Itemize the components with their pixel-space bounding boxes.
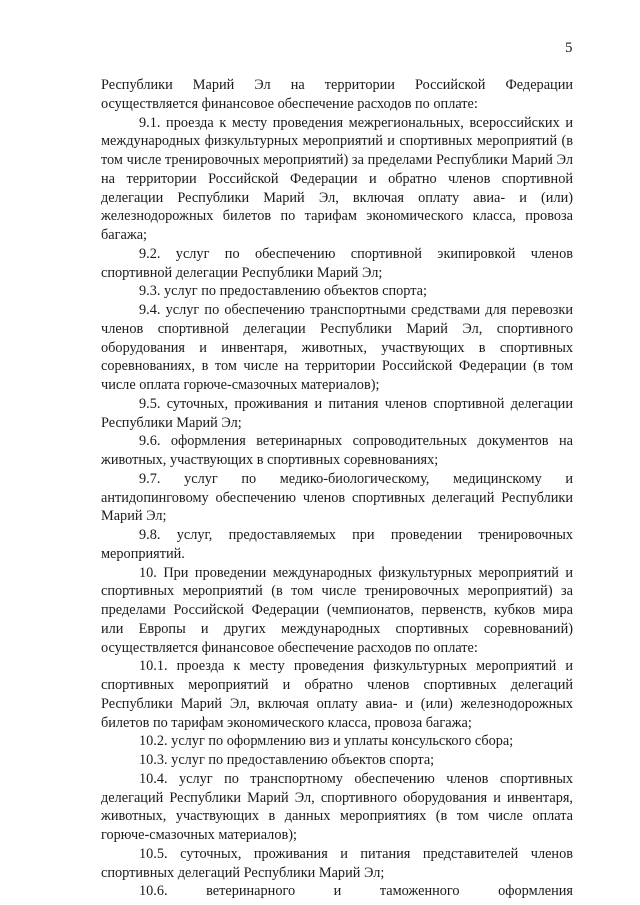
paragraph-10-1: 10.1. проезда к месту проведения физкультурных мероприятий и спортивных мероприятий и обратно членов спортивных делегаций Республики Марий Эл, включая оплату авиа- и (или) железнодорожных билетов по тарифам экономического класса, провоза багажа; bbox=[101, 658, 573, 731]
paragraph-10-4: 10.4. услуг по транспортному обеспечению членов спортивных делегаций Республики Марий Эл, спортивного оборудования и инвентаря, животных, участвующих в данных мероприятиях (в том числе оплата горюче-смазочных материалов); bbox=[101, 770, 573, 843]
paragraph-9-4: 9.4. услуг по обеспечению транспортными средствами для перевозки членов спортивной делегации Республики Марий Эл, спортивного оборудования и инвентаря, животных, участвующих в спортивных соревнованиях, в том числе на территории Российской Федерации (в том числе оплата горюче-смазочных материалов); bbox=[101, 302, 573, 393]
paragraph-10-6: 10.6. ветеринарного и таможенного оформления bbox=[139, 883, 573, 900]
page-number: 5 bbox=[565, 40, 573, 56]
paragraph-9-1: 9.1. проезда к месту проведения межрегиональных, всероссийских и международных физкультурных мероприятий и спортивных мероприятий (в том числе тренировочных мероприятий) за пределами Республики Марий Эл на территории Российской Федерации и обратно членов спортивной делегации Республики Марий Эл, включая оплату авиа- и (или) железнодорожных билетов по тарифам экономического класса, провоза багажа; bbox=[101, 114, 573, 243]
paragraph-9-6: 9.6. оформления ветеринарных сопроводительных документов на животных, участвующих в спортивных соревнованиях; bbox=[101, 433, 573, 468]
paragraph-9-7: 9.7. услуг по медико-биологическому, медицинскому и антидопинговому обеспечению членов спортивных делегаций Республики Марий Эл; bbox=[101, 470, 573, 525]
paragraph-9-2: 9.2. услуг по обеспечению спортивной экипировкой членов спортивной делегации Республики Марий Эл; bbox=[101, 245, 573, 281]
paragraph-10-2: 10.2. услуг по оформлению виз и уплаты консульского сбора; bbox=[139, 733, 514, 750]
document-body bbox=[101, 76, 573, 901]
paragraph-10-3: 10.3. услуг по предоставлению объектов спорта; bbox=[139, 752, 435, 768]
paragraph-9-5: 9.5. суточных, проживания и питания членов спортивной делегации Республики Марий Эл; bbox=[101, 395, 573, 431]
paragraph-9-3: 9.3. услуг по предоставлению объектов спорта; bbox=[139, 283, 427, 300]
paragraph-continuation: Республики Марий Эл на территории Российской Федерации осуществляется финансовое обеспечение расходов по оплате: bbox=[101, 77, 573, 112]
paragraph-9-8: 9.8. услуг, предоставляемых при проведении тренировочных мероприятий. bbox=[101, 527, 573, 562]
paragraph-10-5: 10.5. суточных, проживания и питания представителей членов спортивных делегаций Республики Марий Эл; bbox=[101, 845, 573, 881]
paragraph-10: 10. При проведении международных физкультурных мероприятий и спортивных мероприятий (в том числе тренировочных мероприятий) за пределами Российской Федерации (чемпионатов, первенств, кубков мира или Европы и других международных спортивных соревнований) осуществляется финансовое обеспечение расходов по оплате: bbox=[101, 564, 573, 656]
